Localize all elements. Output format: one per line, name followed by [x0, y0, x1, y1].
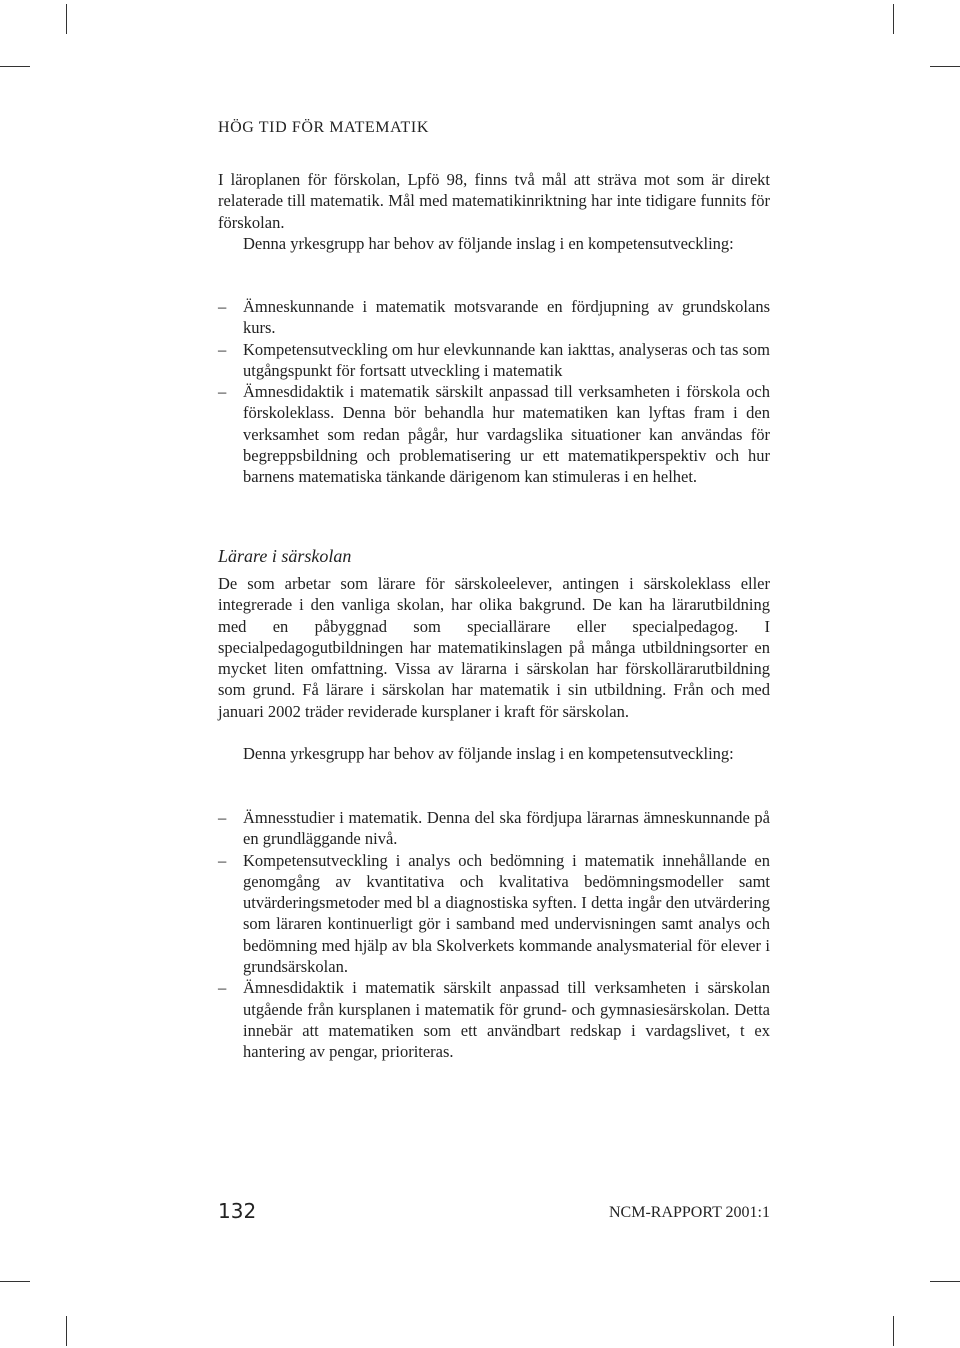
body-paragraph: De som arbetar som lärare för särskoleelever, antingen i särskoleklass eller integrerade i den vanliga skolan, har olika bakgrund. De kan ha lärarutbildning med en påbyggnad som speciallärare eller specialpedagog. I specialpedagogutbildningen har matematikinslagen på många utbildningsorter en mycket liten omfattning. Vissa av lärarna i särskolan har förskollärarutbildning som grund. Få lärare i särskolan har matematik i sin utbildning. Från och med januari 2002 träder reviderade kursplaner i kraft för särskolan.	[218, 574, 770, 721]
need-paragraph: Denna yrkesgrupp har behov av följande inslag i en kompetensutveckling:	[243, 744, 734, 763]
bullet-list	[218, 296, 770, 488]
dash-marker: –	[218, 297, 227, 316]
need-paragraph: Denna yrkesgrupp har behov av följande inslag i en kompetensutveckling:	[243, 234, 734, 253]
page-number: 132	[218, 1199, 257, 1223]
crop-mark	[66, 1316, 67, 1346]
dash-marker: –	[218, 850, 227, 870]
crop-mark	[0, 1281, 30, 1282]
intro-paragraph: I läroplanen för förskolan, Lpfö 98, finns två mål att sträva mot som är direkt relaterade till matematik. Mål med matematikinriktning har inte tidigare funnits för förskolan.	[218, 170, 770, 232]
dash-marker: –	[218, 978, 227, 998]
list-item: – Kompetensutveckling i analys och bedömning i matematik innehållande en genomgång av kvantitativa och kvalitativa bedömningsmodeller samt utvärderingsmetoder med bl a diagnostiska syften. I detta ingår den utvärdering som läraren kontinuerligt gör i samband med undervisningen samt analys och bedömning med hjälp av bla Skolverkets kommande analysmaterial för elever i grundsärskolan.	[218, 850, 770, 977]
crop-mark	[930, 66, 960, 67]
section-heading: Lärare i särskolan	[218, 546, 352, 566]
crop-mark	[66, 4, 67, 34]
dash-marker: –	[218, 808, 227, 827]
crop-mark	[930, 1281, 960, 1282]
list-item: – Ämnesstudier i matematik. Denna del ska fördjupa lärarnas ämneskunnande på en grundläggande nivå.	[218, 808, 770, 849]
list-item: – Ämnesdidaktik i matematik särskilt anpassad till verksamheten i förskola och förskoleklass. Denna bör behandla hur matematiken kan lyftas fram i den verksamhet som redan pågår, hur vardagslika situationer kan användas för begreppsbildning och problematisering ur ett matematikperspektiv och hur barnens matematiska tänkande därigenom kan stimuleras i en helhet.	[218, 382, 770, 487]
dash-marker: –	[218, 339, 227, 359]
crop-mark	[893, 4, 894, 34]
report-identifier: NCM-RAPPORT 2001:1	[609, 1204, 770, 1221]
running-header: HÖG TID FÖR MATEMATIK	[218, 119, 429, 136]
list-item: – Ämnesdidaktik i matematik särskilt anpassad till verksamheten i särskolan utgående från kursplanen i matematik för grund- och gymnasiesärskolan. Detta innebär att matematiken som ett användbart redskap i vardagslivet, t ex hantering av pengar, prioriteras.	[218, 978, 770, 1062]
list-item: – Ämneskunnande i matematik motsvarande en fördjupning av grundskolans kurs.	[218, 297, 770, 338]
bullet-list	[218, 807, 770, 1063]
crop-mark	[0, 66, 30, 67]
dash-marker: –	[218, 382, 227, 402]
crop-mark	[893, 1316, 894, 1346]
list-item: – Kompetensutveckling om hur elevkunnande kan iakttas, analyseras och tas som utgångspunkt för fortsatt utveckling i matematik	[218, 339, 770, 380]
